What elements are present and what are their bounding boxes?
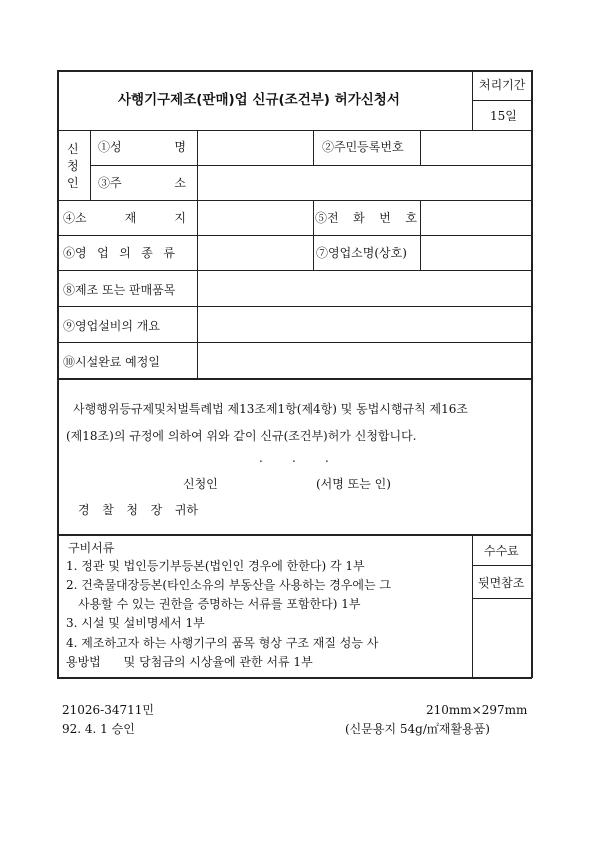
signature-label: (서명 또는 인) — [316, 477, 391, 491]
phone-label: ⑤전 화 번 호 — [315, 211, 417, 225]
document-item-4-cont: 용방법 및 당첨금의 시상율에 관한 서류 1부 — [66, 655, 313, 669]
name-label: ①성 명 — [98, 140, 186, 154]
fee-value: 뒷면참조 — [478, 576, 525, 590]
date-dot-1: . — [259, 451, 263, 465]
document-item-2-cont: 사용할 수 있는 권한을 증명하는 서류를 포함한다) 1부 — [78, 597, 361, 611]
document-item-4: 4. 제조하고자 하는 사행기구의 품목 형상 구조 재질 성능 사 — [66, 636, 379, 650]
paper-type: (신문용지 54g/㎡재활용품) — [345, 722, 490, 736]
row-line-2 — [57, 200, 532, 201]
approval-date: 92. 4. 1 승인 — [62, 722, 135, 736]
applicant-label-2: 청 — [67, 159, 79, 173]
processing-value: 15일 — [490, 109, 517, 123]
row-line-1 — [57, 130, 532, 131]
form-title: 사행기구제조(판매)업 신규(조건부) 허가신청서 — [118, 92, 400, 108]
name-field[interactable] — [199, 132, 312, 164]
phone-field[interactable] — [422, 202, 530, 234]
row-line-6 — [57, 342, 532, 343]
items-label: ⑧제조 또는 판매품목 — [63, 283, 176, 297]
applicant-label-3: 인 — [67, 176, 79, 190]
business-type-label: ⑥영 업 의 종 류 — [63, 246, 175, 260]
completion-label: ⑩시설완료 예정일 — [63, 355, 160, 369]
business-name-field[interactable] — [422, 237, 530, 269]
paper-size: 210mm×297mm — [426, 703, 528, 717]
fee-col-line — [472, 534, 473, 678]
applicant-label-1: 신 — [67, 142, 79, 156]
date-dot-2: . — [292, 451, 296, 465]
document-item-1: 1. 정관 및 법인등기부등본(법인인 경우에 한한다) 각 1부 — [66, 559, 365, 573]
processing-label: 처리기간 — [479, 78, 526, 92]
location-label: ④소 재 지 — [63, 211, 186, 225]
row-line-7 — [57, 378, 532, 380]
rrn-field[interactable] — [422, 132, 530, 164]
form-border-right — [531, 70, 533, 678]
addressee: 경 찰 청 장 귀하 — [78, 503, 198, 517]
items-field[interactable] — [199, 272, 530, 305]
statement-line-2: (제18조)의 규정에 의하여 위와 같이 신규(조건부)허가 신청합니다. — [66, 429, 417, 443]
row-line-8 — [57, 534, 532, 536]
applicant-sign-label: 신청인 — [183, 477, 218, 491]
form-border-left — [57, 70, 59, 678]
row-line-4 — [57, 270, 532, 271]
form-border-bottom — [57, 677, 532, 679]
document-item-2: 2. 건축물대장등본(타인소유의 부동산을 사용하는 경우에는 그 — [66, 578, 392, 592]
label-col-line-b — [197, 270, 198, 378]
row-line-3 — [57, 235, 532, 236]
form-code: 21026-34711민 — [62, 703, 154, 717]
address-field[interactable] — [199, 167, 530, 199]
processing-divider-h — [472, 100, 532, 101]
statement-line-1: 사행행위등규제및처벌특례법 제13조제1항(제4항) 및 동법시행규칙 제16조 — [73, 402, 469, 416]
address-label: ③주 소 — [98, 176, 186, 190]
form-border-top — [57, 70, 532, 72]
row-line-5 — [57, 306, 532, 307]
name-row-line — [90, 165, 532, 166]
fee-divider-1 — [472, 565, 532, 566]
facility-field[interactable] — [199, 308, 530, 341]
rrn-col-line-right — [420, 130, 421, 165]
documents-heading: 구비서류 — [68, 541, 115, 555]
fee-label: 수수료 — [484, 544, 519, 558]
fee-divider-2 — [472, 598, 532, 599]
completion-field[interactable] — [199, 344, 530, 377]
location-field[interactable] — [199, 202, 312, 234]
business-type-field[interactable] — [199, 237, 312, 269]
rrn-label: ②주민등록번호 — [322, 140, 404, 154]
rrn-col-line-left — [313, 130, 314, 165]
date-dot-3: . — [325, 451, 329, 465]
business-name-label: ⑦영업소명(상호) — [316, 246, 407, 260]
facility-label: ⑨영업설비의 개요 — [63, 319, 160, 333]
document-item-3: 3. 시설 및 설비명세서 1부 — [66, 616, 205, 630]
